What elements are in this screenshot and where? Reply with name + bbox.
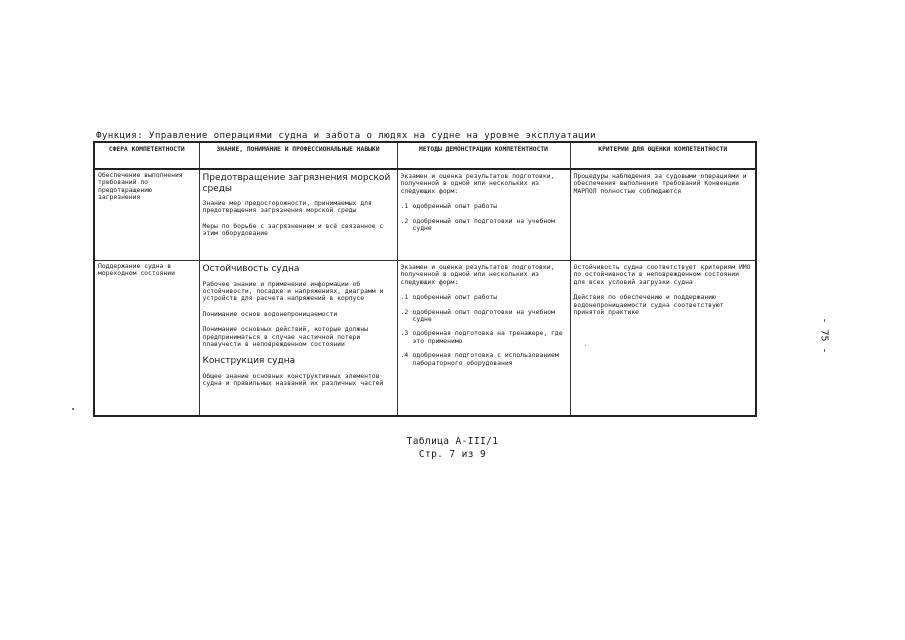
competence-cell [94,261,199,417]
page-number: - 75 - [818,317,830,354]
criteria-cell [570,261,756,417]
table-header-row [94,142,756,169]
item-number: .1 [400,202,409,211]
knowledge-cell [199,169,397,261]
knowledge-paragraph: Понимание основ водонепроницаемости [202,309,338,318]
table-row [94,169,756,261]
item-number: .4 [400,351,409,360]
criteria-paragraph: Остойчивость судна соответствует критериям ИМО по остойчивности в неповрежденном состоянии для всех условий загрузки судна [573,263,751,286]
competence-text: Обеспечение выполнения требований по предотвращению загрязнения [98,171,183,202]
knowledge-paragraph: Рабочее знание и применение информации об остойчивости, посадке и напряжениях, диаграмм и устройств для расчета напряжений в корпусе [202,279,384,303]
competence-cell [94,169,199,261]
table-row [94,261,756,417]
methods-list-item [401,309,567,324]
knowledge-paragraph: Понимание основных действий, которые должны предприниматься в случае частичной потери плавучести в неповрежденном состоянии [202,325,368,348]
methods-cell [397,169,570,261]
competence-table [93,141,757,417]
methods-list-item [401,218,567,233]
knowledge-cell [199,261,397,417]
scan-speck [585,345,586,346]
criteria-cell [570,169,756,261]
scan-speck [72,408,74,410]
item-number: .2 [400,216,409,225]
criteria-paragraph: Процедуры наблюдения за судовыми операциями и обеспечения выполнения требований Конвенции МАРПОЛ полностью соблюдаются [573,172,747,195]
knowledge-section-title: Конструкция судна [202,356,296,367]
item-number: .3 [400,329,409,338]
page-label: Стр. 7 из 9 [418,449,487,460]
knowledge-section-title: Предотвращение загрязнения морской среды [202,173,391,194]
header-knowledge: ЗНАНИЕ, ПОНИМАНИЕ И ПРОФЕССИОНАЛЬНЫЕ НАВЫКИ [199,142,397,169]
function-heading: Функция: Управление операциями судна и забота о людях на судне на уровне эксплуатации [96,130,596,141]
methods-list-item [401,203,567,210]
methods-list-item [401,330,567,345]
knowledge-paragraph: Общее знание основных конструктивных элементов судна и правильных названий их различных частей [202,371,384,388]
criteria-paragraph: Действия по обеспечению и поддержанию водонепроницаемости судна соответствуют принятой практике [573,293,724,317]
competence-text: Поддержание судна в мореходном состоянии [98,262,175,278]
header-criteria: КРИТЕРИИ ДЛЯ ОЦЕНКИ КОМПЕТЕНТНОСТИ [570,142,756,169]
table-label: Таблица А-III/1 [406,436,499,447]
header-methods: МЕТОДЫ ДЕМОНСТРАЦИИ КОМПЕТЕНТНОСТИ [397,142,570,169]
methods-list-item [401,294,567,301]
knowledge-section-title: Остойчивость судна [202,264,300,274]
item-number: .1 [400,293,409,302]
knowledge-paragraph: Знание мер предосторожности, принимаемых для предотвращения загрязнения морской среды [202,199,372,215]
methods-list-item [401,352,567,367]
item-text: одобренный опыт подготовки на учебном судне [412,216,555,233]
methods-intro: Экзамен и оценка результатов подготовки, полученной в одной или нескольких из следующих форм: [400,172,555,195]
item-text: одобренный опыт подготовки на учебном судне [412,307,555,324]
item-number: .2 [400,307,409,316]
knowledge-paragraph: Меры по борьбе с загрязнением и всё связанное с этим оборудование [202,221,384,238]
item-text: одобренный опыт работы [412,293,498,302]
header-competence: СФЕРА КОМПЕТЕНТНОСТИ [94,142,199,169]
item-text: одобренная подготовка с использованием лабораторного оборудования [412,351,559,367]
item-text: одобренная подготовка на тренажере, где это применимо [412,329,563,345]
methods-intro: Экзамен и оценка результатов подготовки, полученной в одной или нескольких из следующих форм: [400,263,555,286]
item-text: одобренный опыт работы [412,202,498,211]
methods-cell [397,261,570,417]
